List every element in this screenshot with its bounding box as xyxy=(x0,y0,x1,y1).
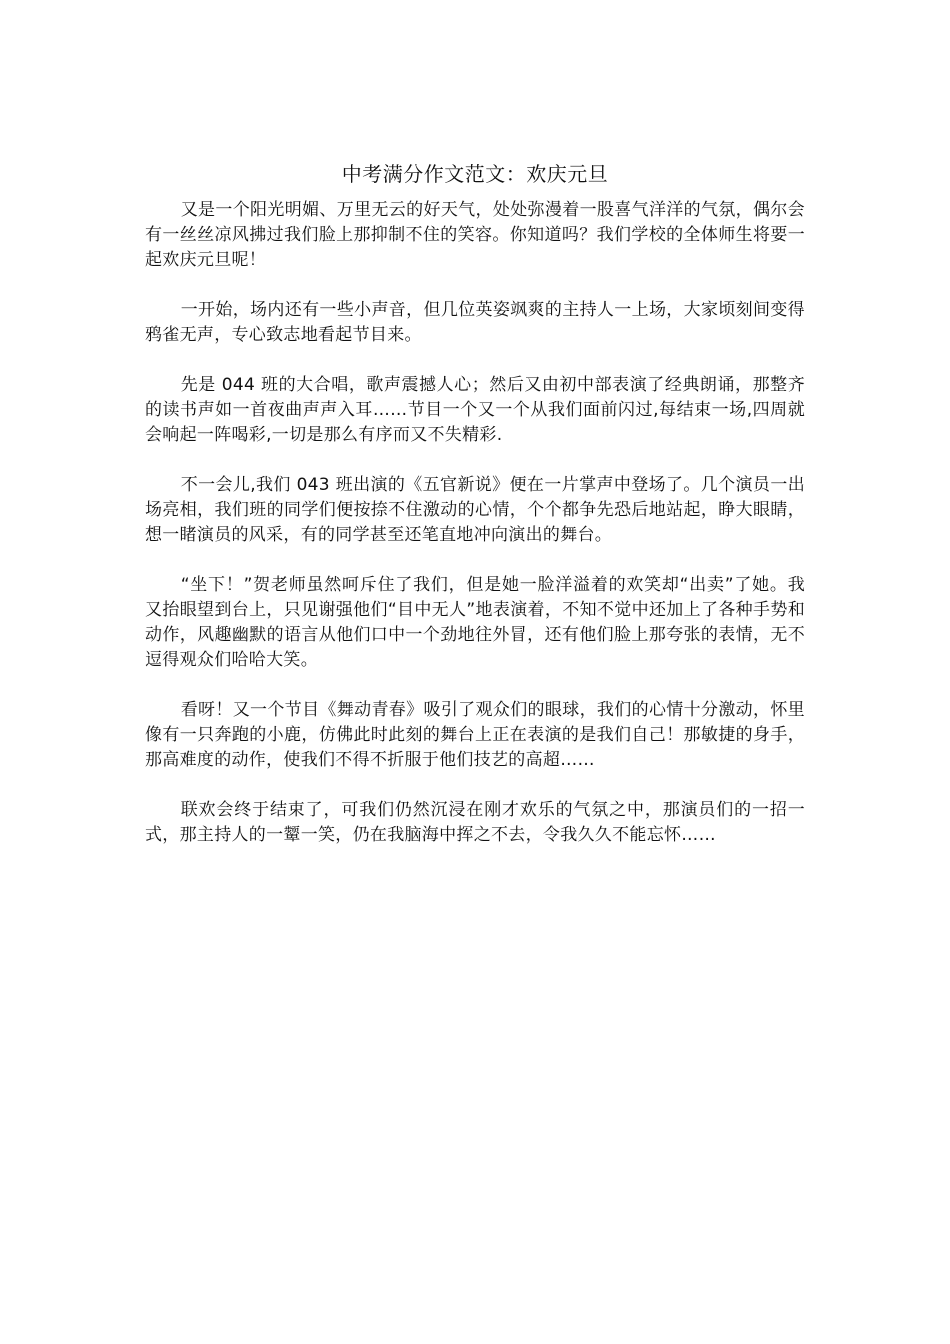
paragraph: “坐下！”贺老师虽然呵斥住了我们，但是她一脸洋溢着的欢笑却“出卖”了她。我又抬眼望到台上，只见谢强他们“目中无人”地表演着，不知不觉中还加上了各种手势和动作，风趣幽默的语言从他们口中一个劲地往外冒，还有他们脸上那夸张的表情，无不逗得观众们哈哈大笑。 xyxy=(145,575,805,670)
paragraph: 先是 044 班的大合唱，歌声震撼人心；然后又由初中部表演了经典朗诵，那整齐的读书声如一首夜曲声声入耳……节目一个又一个从我们面前闪过,每结束一场,四周就会响起一阵喝彩,一切是那么有序而又不失精彩. xyxy=(145,375,805,445)
document-title: 中考满分作文范文：欢庆元旦 xyxy=(341,162,609,186)
document-body xyxy=(145,198,805,873)
paragraph: 又是一个阳光明媚、万里无云的好天气，处处弥漫着一股喜气洋洋的气氛，偶尔会有一丝丝凉风拂过我们脸上那抑制不住的笑容。你知道吗？我们学校的全体师生将要一起欢庆元旦呢！ xyxy=(145,200,805,270)
paragraph: 联欢会终于结束了，可我们仍然沉浸在刚才欢乐的气氛之中，那演员们的一招一式，那主持人的一颦一笑，仍在我脑海中挥之不去，令我久久不能忘怀…… xyxy=(145,800,805,845)
paragraph: 看呀！又一个节目《舞动青春》吸引了观众们的眼球，我们的心情十分激动，怀里像有一只奔跑的小鹿，仿佛此时此刻的舞台上正在表演的是我们自己！那敏捷的身手，那高难度的动作，使我们不得不折服于他们技艺的高超…… xyxy=(145,700,805,770)
paragraph: 一开始，场内还有一些小声音，但几位英姿飒爽的主持人一上场，大家顷刻间变得鸦雀无声，专心致志地看起节目来。 xyxy=(145,300,805,345)
paragraph: 不一会儿,我们 043 班出演的《五官新说》便在一片掌声中登场了。几个演员一出场亮相，我们班的同学们便按捺不住激动的心情，个个都争先恐后地站起，睁大眼睛，想一睹演员的风采，有的同学甚至还笔直地冲向演出的舞台。 xyxy=(145,475,805,545)
